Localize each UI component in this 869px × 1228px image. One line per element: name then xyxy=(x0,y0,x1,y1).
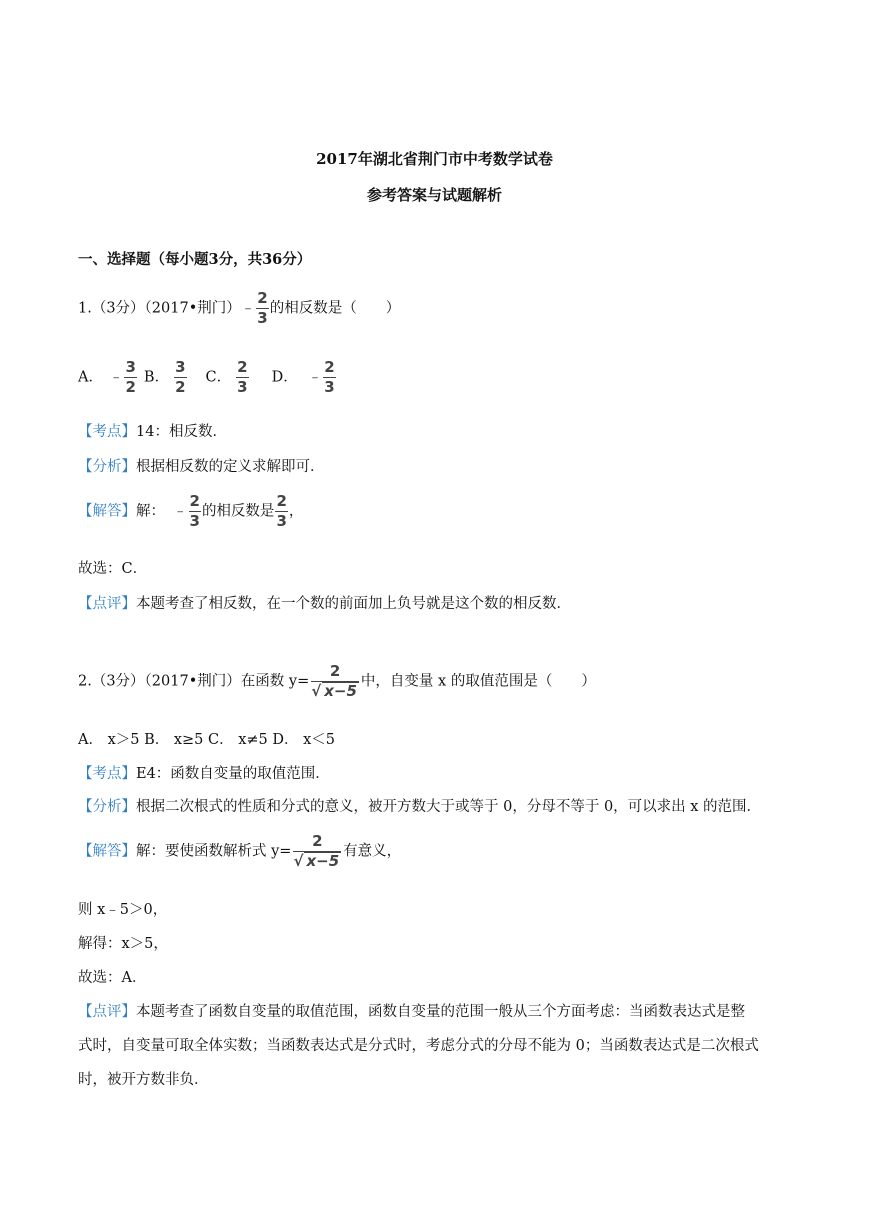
q2-dianping-line-3: 时，被开方数非负． xyxy=(78,1072,209,1088)
q1-option-b-fraction xyxy=(174,360,186,395)
q1-jieda-prefix: 解： xyxy=(136,503,165,520)
q1-kaodian-text: 14：相反数． xyxy=(136,424,227,440)
q1-option-c-den: 3 xyxy=(237,378,248,396)
q1-jieda-num-2: 2 xyxy=(276,492,287,510)
q1-frac-den: 3 xyxy=(257,309,268,327)
q1-kaodian-tag: 【考点】 xyxy=(78,424,136,440)
q2-kaodian-tag: 【考点】 xyxy=(78,766,136,782)
section-heading: 一、选择题（每小题3分，共36分） xyxy=(78,251,312,268)
q1-dianping xyxy=(78,592,571,613)
q2-sqrt xyxy=(311,681,359,699)
q1-option-b-label: B． xyxy=(143,369,170,386)
q2-jieda-sqrt xyxy=(293,851,341,869)
q2-jieda-radicand: x−5 xyxy=(306,852,340,870)
document-title: 2017年湖北省荆门市中考数学试卷 xyxy=(316,150,553,168)
q1-dianping-text: 本题考查了相反数，在一个数的前面加上负号就是这个数的相反数． xyxy=(136,596,571,612)
q1-option-a-num: 3 xyxy=(125,358,136,376)
q2-fenxi-tag: 【分析】 xyxy=(78,799,136,815)
q1-suffix: 的相反数是（ ） xyxy=(269,300,401,317)
q2-dianping-line-1 xyxy=(78,1000,745,1021)
q2-prefix: 2.（3分）（2017•荆门）在函数 y= xyxy=(78,673,310,690)
q1-dianping-tag: 【点评】 xyxy=(78,596,136,612)
q1-jieda-den-2: 3 xyxy=(276,512,287,530)
q1-answer: 故选：C． xyxy=(78,561,148,577)
q1-option-d-fraction xyxy=(323,360,335,395)
q2-step-2: 解得：x＞5， xyxy=(78,936,168,952)
q1-option-c-num: 2 xyxy=(237,358,248,376)
q2-jieda-fraction xyxy=(292,834,342,869)
q1-fraction xyxy=(256,291,268,326)
q1-option-c-fraction xyxy=(236,360,248,395)
q1-fenxi xyxy=(78,455,325,476)
q1-option-c-label: C． xyxy=(205,369,232,386)
q2-jieda-den xyxy=(292,851,342,869)
q2-step-1: 则 x﹣5＞0， xyxy=(78,902,168,918)
q1-fenxi-text: 根据相反数的定义求解即可． xyxy=(136,459,325,475)
q1-jieda-mid: 的相反数是 xyxy=(201,503,275,520)
q1-frac-num: 2 xyxy=(257,289,268,307)
q1-option-d-den: 3 xyxy=(324,378,335,396)
q2-jieda-prefix: 解：要使函数解析式 y= xyxy=(136,843,292,860)
q2-fraction xyxy=(310,664,360,699)
q2-dianping-tag: 【点评】 xyxy=(78,1004,136,1020)
q1-option-b-num: 3 xyxy=(175,358,186,376)
q2-dianping-line-2: 式时，自变量可取全体实数；当函数表达式是分式时，考虑分式的分母不能为 0；当函数表达式是二次根式 xyxy=(78,1038,759,1054)
question-2-stem xyxy=(78,664,596,699)
q2-radical-sign: √ xyxy=(311,682,322,700)
q2-fenxi xyxy=(78,795,761,816)
q1-jieda-fraction-1 xyxy=(189,494,201,529)
q1-option-a-fraction xyxy=(124,360,136,395)
q2-jieda-suffix: 有意义， xyxy=(343,843,402,860)
q1-option-d-sign: ﹣ xyxy=(307,369,323,386)
q1-kaodian xyxy=(78,420,227,441)
q2-jieda xyxy=(78,834,401,869)
q2-suffix: 中，自变量 x 的取值范围是（ ） xyxy=(360,673,596,690)
q1-jieda-fraction-2 xyxy=(275,494,287,529)
q2-frac-den xyxy=(310,681,360,699)
question-2-options: A． x＞5 B． x≥5 C． x≠5 D． x＜5 xyxy=(78,732,336,748)
q2-fenxi-text: 根据二次根式的性质和分式的意义，被开方数大于或等于 0，分母不等于 0，可以求出 x 的范围． xyxy=(136,799,762,815)
q1-jieda-num-1: 2 xyxy=(189,492,200,510)
q1-option-a-sign: ﹣ xyxy=(108,369,124,386)
q2-frac-num: 2 xyxy=(329,662,341,680)
q1-jieda-tag: 【解答】 xyxy=(78,503,136,520)
q1-jieda-den-1: 3 xyxy=(189,512,200,530)
q2-jieda-radical-sign: √ xyxy=(293,852,304,870)
q2-answer: 故选：A． xyxy=(78,970,147,986)
q1-option-d-label: D． xyxy=(271,369,298,386)
q1-jieda xyxy=(78,494,303,529)
q1-fenxi-tag: 【分析】 xyxy=(78,459,136,475)
question-1-stem xyxy=(78,291,400,326)
q2-radicand: x−5 xyxy=(324,682,357,700)
q2-kaodian xyxy=(78,762,330,783)
question-1-options xyxy=(78,360,337,395)
q1-option-a-den: 2 xyxy=(125,378,136,396)
q1-jieda-sign: ﹣ xyxy=(173,503,188,520)
document-subtitle: 参考答案与试题解析 xyxy=(366,186,502,204)
q2-dianping-text-1: 本题考查了函数自变量的取值范围，函数自变量的范围一般从三个方面考虑：当函数表达式是整 xyxy=(136,1004,745,1020)
q1-option-a-label: A． xyxy=(78,369,103,386)
q2-jieda-num: 2 xyxy=(312,832,323,850)
q1-neg-sign: ﹣ xyxy=(240,300,256,317)
q2-kaodian-text: E4：函数自变量的取值范围． xyxy=(136,766,330,782)
q1-jieda-end: ， xyxy=(288,503,304,520)
q1-prefix: 1.（3分）（2017•荆门） xyxy=(78,300,241,317)
q1-option-d-num: 2 xyxy=(324,358,335,376)
q1-option-b-den: 2 xyxy=(175,378,186,396)
q2-jieda-tag: 【解答】 xyxy=(78,843,136,860)
